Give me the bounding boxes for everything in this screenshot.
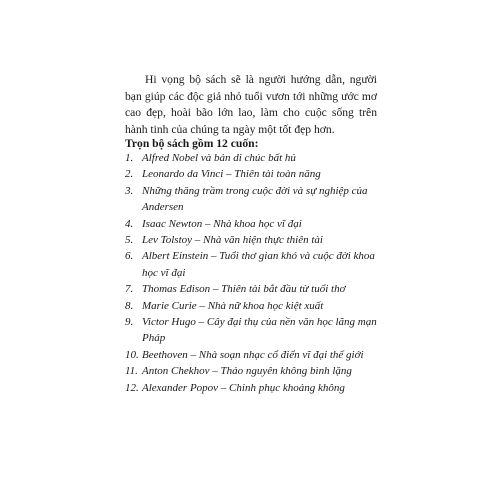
- list-item: [125, 298, 385, 314]
- item-number: 8.: [125, 299, 134, 312]
- book-title: Albert Einstein – Tuổi thơ gian khó và cuộc đời khoa học vĩ đại: [142, 250, 375, 279]
- item-number: 2.: [125, 168, 134, 181]
- list-item: [125, 281, 385, 297]
- list-item: [125, 166, 385, 182]
- book-title: Thomas Edison – Thiên tài bắt đầu từ tuổi thơ: [142, 283, 346, 296]
- book-title: Alexander Popov – Chinh phục khoảng không: [142, 381, 345, 394]
- item-number: 1.: [125, 152, 134, 164]
- book-title: Anton Chekhov – Thảo nguyên không bình lặng: [142, 365, 352, 378]
- book-title: Những thăng trầm trong cuộc đời và sự nghiệp của Andersen: [142, 184, 368, 214]
- intro-paragraph: Hi vọng bộ sách sẽ là người hướng dẫn, người bạn giúp các độc giả nhỏ tuổi vươn tới những ước mơ cao đẹp, hoài bão lớn lao, làm cho cuộc sống trên hành tinh của chúng ta ngày một tốt đẹp hơn.: [125, 73, 377, 136]
- item-number: 3.: [125, 184, 134, 197]
- item-number: 10.: [125, 348, 139, 361]
- list-item: [125, 216, 385, 232]
- item-number: 7.: [125, 283, 134, 296]
- book-title: Isaac Newton – Nhà khoa học vĩ đại: [142, 217, 302, 230]
- book-set-title: Trọn bộ sách gồm 12 cuốn:: [125, 137, 259, 150]
- list-item: [125, 347, 385, 363]
- book-title: Alfred Nobel và bản di chúc bất hủ: [142, 152, 296, 164]
- item-number: 6.: [125, 250, 134, 263]
- book-title: Lev Tolstoy – Nhà văn hiện thực thiên tài: [142, 234, 323, 247]
- list-item: [125, 248, 385, 281]
- list-item: [125, 150, 385, 166]
- book-title: Beethoven – Nhà soạn nhạc cổ điển vĩ đại thế giới: [142, 348, 364, 361]
- list-item: [125, 232, 385, 248]
- list-item: [125, 363, 385, 379]
- list-item: [125, 380, 385, 396]
- list-item: [125, 183, 385, 216]
- item-number: 11.: [125, 365, 138, 378]
- item-number: 9.: [125, 316, 134, 329]
- book-title: Victor Hugo – Cây đại thụ của nền văn học lãng mạn Pháp: [142, 316, 377, 345]
- item-number: 12.: [125, 381, 139, 394]
- item-number: 5.: [125, 234, 134, 247]
- item-number: 4.: [125, 217, 134, 230]
- book-title: Marie Curie – Nhà nữ khoa học kiệt xuất: [142, 299, 324, 312]
- book-title: Leonardo da Vinci – Thiên tài toàn năng: [142, 168, 321, 181]
- book-list: [125, 150, 385, 396]
- list-item: [125, 314, 385, 347]
